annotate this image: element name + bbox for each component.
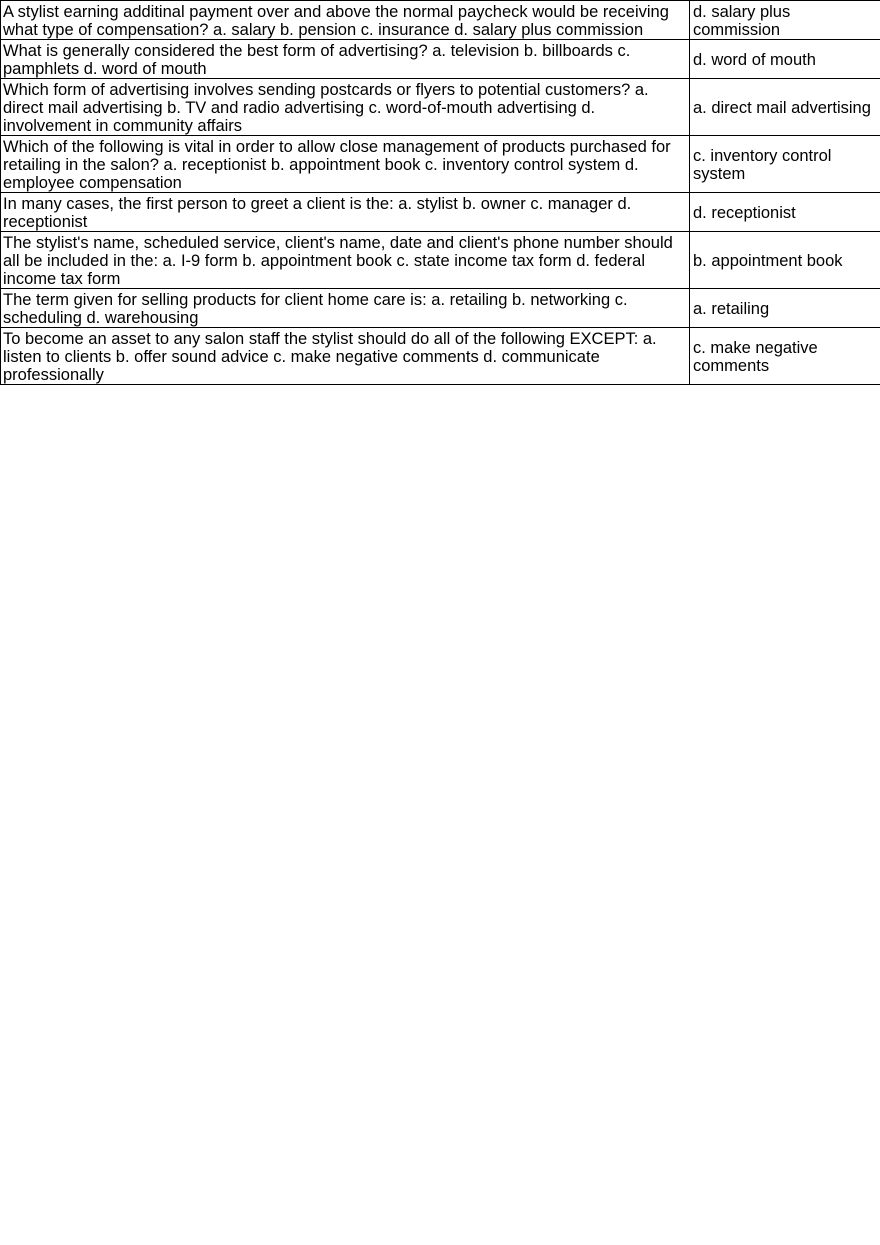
question-cell: What is generally considered the best form of advertising? a. television b. billboards c. pamphlets d. word of mouth: [1, 40, 690, 79]
question-cell: A stylist earning additinal payment over and above the normal paycheck would be receiving what type of compensation? a. salary b. pension c. insurance d. salary plus commission: [1, 1, 690, 40]
table-row: [1, 136, 880, 193]
answer-cell: a. direct mail advertising: [690, 79, 880, 136]
table-row: [1, 232, 880, 289]
question-cell: In many cases, the first person to greet a client is the: a. stylist b. owner c. manager d. receptionist: [1, 193, 690, 232]
table-row: [1, 289, 880, 328]
table-row: [1, 193, 880, 232]
question-cell: The term given for selling products for client home care is: a. retailing b. networking c. scheduling d. warehousing: [1, 289, 690, 328]
question-cell: Which of the following is vital in order to allow close management of products purchased for retailing in the salon? a. receptionist b. appointment book c. inventory control system d. employee compensation: [1, 136, 690, 193]
answer-cell: d. salary plus commission: [690, 1, 880, 40]
answer-cell: d. receptionist: [690, 193, 880, 232]
answer-cell: c. inventory control system: [690, 136, 880, 193]
answer-cell: c. make negative comments: [690, 328, 880, 385]
question-cell: The stylist's name, scheduled service, client's name, date and client's phone number should all be included in the: a. I-9 form b. appointment book c. state income tax form d. federal income tax form: [1, 232, 690, 289]
question-cell: To become an asset to any salon staff the stylist should do all of the following EXCEPT: a. listen to clients b. offer sound advice c. make negative comments d. communicate professionally: [1, 328, 690, 385]
answer-cell: b. appointment book: [690, 232, 880, 289]
table-row: [1, 328, 880, 385]
flashcard-table: [0, 0, 880, 385]
table-row: [1, 40, 880, 79]
question-cell: Which form of advertising involves sending postcards or flyers to potential customers? a. direct mail advertising b. TV and radio advertising c. word-of-mouth advertising d. involvement in community affairs: [1, 79, 690, 136]
table-row: [1, 79, 880, 136]
answer-cell: d. word of mouth: [690, 40, 880, 79]
answer-cell: a. retailing: [690, 289, 880, 328]
table-row: [1, 1, 880, 40]
